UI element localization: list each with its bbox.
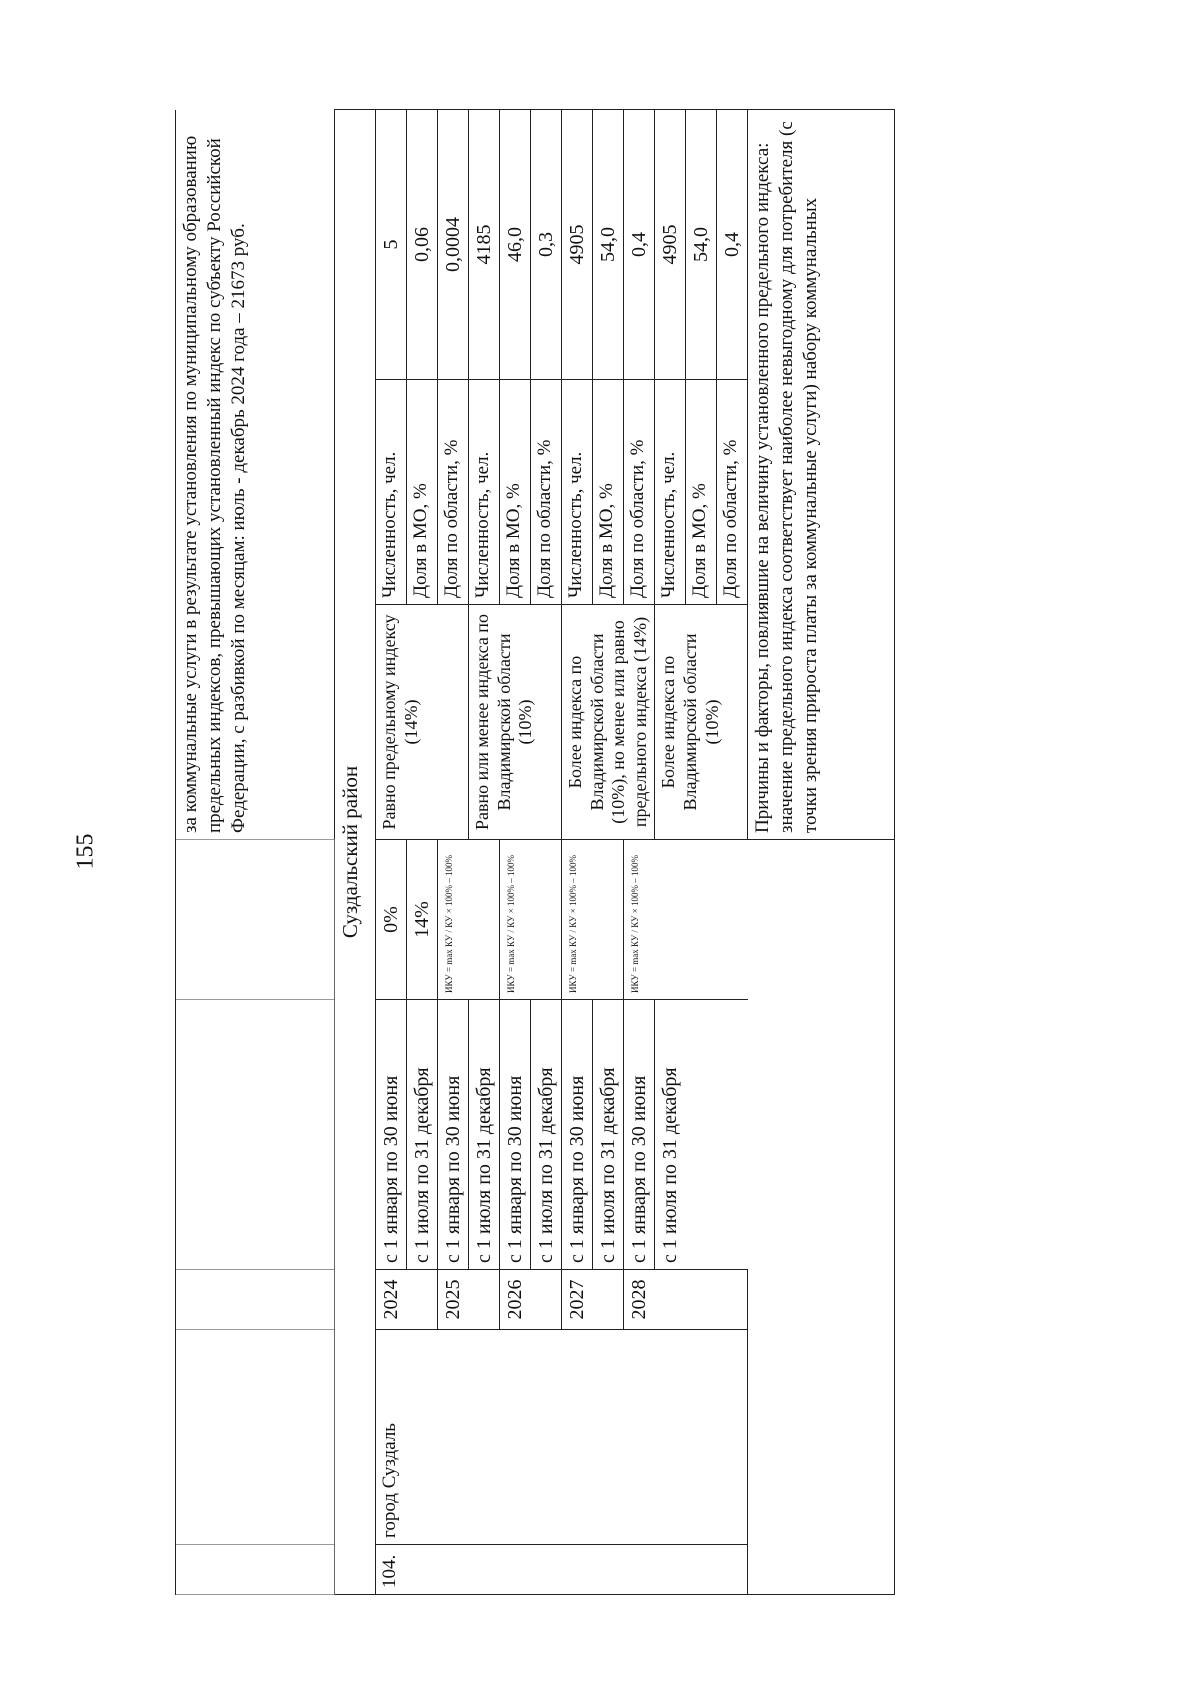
indicator-value: 46,0: [500, 110, 531, 380]
category-label: Равно или менее индекса по Владимирской области (10%): [469, 605, 562, 840]
rotated-table-wrapper: [176, 110, 1166, 1595]
indicator-value: 0,06: [407, 110, 438, 380]
indicator-value: 54,0: [593, 110, 624, 380]
header-note: за коммунальные услуги в результате установления по муниципальному образованию предельных индексов, превышающих установленный индекс по субъекту Российской Федерации, с разбивкой по месяцам: июль - декабрь 2024 года – 21673 руб.: [176, 110, 335, 840]
indicator-label: Доля в МО, %: [500, 380, 531, 605]
formula: ИКУ = max КУ / КУ × 100% – 100%: [500, 840, 562, 1000]
period-h1: с 1 января по 30 июня: [376, 1000, 407, 1270]
formula: ИКУ = max КУ / КУ × 100% – 100%: [562, 840, 624, 1000]
period-h2: с 1 июля по 31 декабря: [593, 1000, 624, 1270]
category-label: Равно предельному индексу (14%): [376, 605, 469, 840]
index-value: 0%: [376, 840, 407, 1000]
index-value: 14%: [407, 840, 438, 1000]
region-title: Суздальский район: [335, 110, 376, 1595]
indicator-label: Доля в МО, %: [686, 380, 717, 605]
period-h1: с 1 января по 30 июня: [562, 1000, 593, 1270]
period-h2: с 1 июля по 31 декабря: [531, 1000, 562, 1270]
table-row: [376, 110, 407, 1595]
period-h2: с 1 июля по 31 декабря: [407, 1000, 438, 1270]
indicator-label: Доля по области, %: [531, 380, 562, 605]
period-h1: с 1 января по 30 июня: [624, 1000, 655, 1270]
year-2026: 2026: [500, 1270, 562, 1330]
year-2028: 2028: [624, 1270, 748, 1330]
category-label: Более индекса по Владимирской области (10%): [655, 605, 748, 840]
indicator-label: Численность, чел.: [562, 380, 593, 605]
indicator-label: Доля по области, %: [717, 380, 748, 605]
page-number: 155: [72, 833, 99, 870]
formula: ИКУ = max КУ / КУ × 100% – 100%: [624, 840, 655, 1000]
reasons-row: [748, 110, 895, 1595]
indicator-label: Доля в МО, %: [407, 380, 438, 605]
header-note-row: [176, 110, 335, 1595]
indicator-label: Доля по области, %: [624, 380, 655, 605]
indicator-label: Численность, чел.: [376, 380, 407, 605]
document-sheet: [175, 110, 1166, 1595]
period-h1: с 1 января по 30 июня: [438, 1000, 469, 1270]
year-2025: 2025: [438, 1270, 500, 1330]
year-2024: 2024: [376, 1270, 438, 1330]
indicator-value: 4905: [655, 110, 686, 380]
period-h1: с 1 января по 30 июня: [500, 1000, 531, 1270]
indicator-label: Доля в МО, %: [593, 380, 624, 605]
indicator-value: 0,0004: [438, 110, 469, 380]
year-2027: 2027: [562, 1270, 624, 1330]
period-h2: с 1 июля по 31 декабря: [655, 1000, 748, 1270]
indicator-value: 0,4: [624, 110, 655, 380]
indicator-value: 0,4: [717, 110, 748, 380]
category-label: Более индекса по Владимирской области (10%), но менее или равно предельного индекса (14%): [562, 605, 655, 840]
indicator-label: Численность, чел.: [469, 380, 500, 605]
index-table: [176, 109, 895, 1595]
indicator-value: 54,0: [686, 110, 717, 380]
period-h2: с 1 июля по 31 декабря: [469, 1000, 500, 1270]
entry-number: 104.: [376, 1545, 748, 1595]
indicator-value: 0,3: [531, 110, 562, 380]
reasons-note: Причины и факторы, повлиявшие на величину установленного предельного индекса: значение предельного индекса соответствует наиболее невыгодному для потребителя (с точки зрения прироста платы за коммунальные услуги) набору коммунальных: [748, 110, 895, 840]
indicator-value: 5: [376, 110, 407, 380]
indicator-label: Численность, чел.: [655, 380, 686, 605]
entry-name: город Суздаль: [376, 1330, 748, 1545]
region-row: [335, 110, 376, 1595]
indicator-label: Доля по области, %: [438, 380, 469, 605]
indicator-value: 4905: [562, 110, 593, 380]
indicator-value: 4185: [469, 110, 500, 380]
formula: ИКУ = max КУ / КУ × 100% – 100%: [438, 840, 500, 1000]
